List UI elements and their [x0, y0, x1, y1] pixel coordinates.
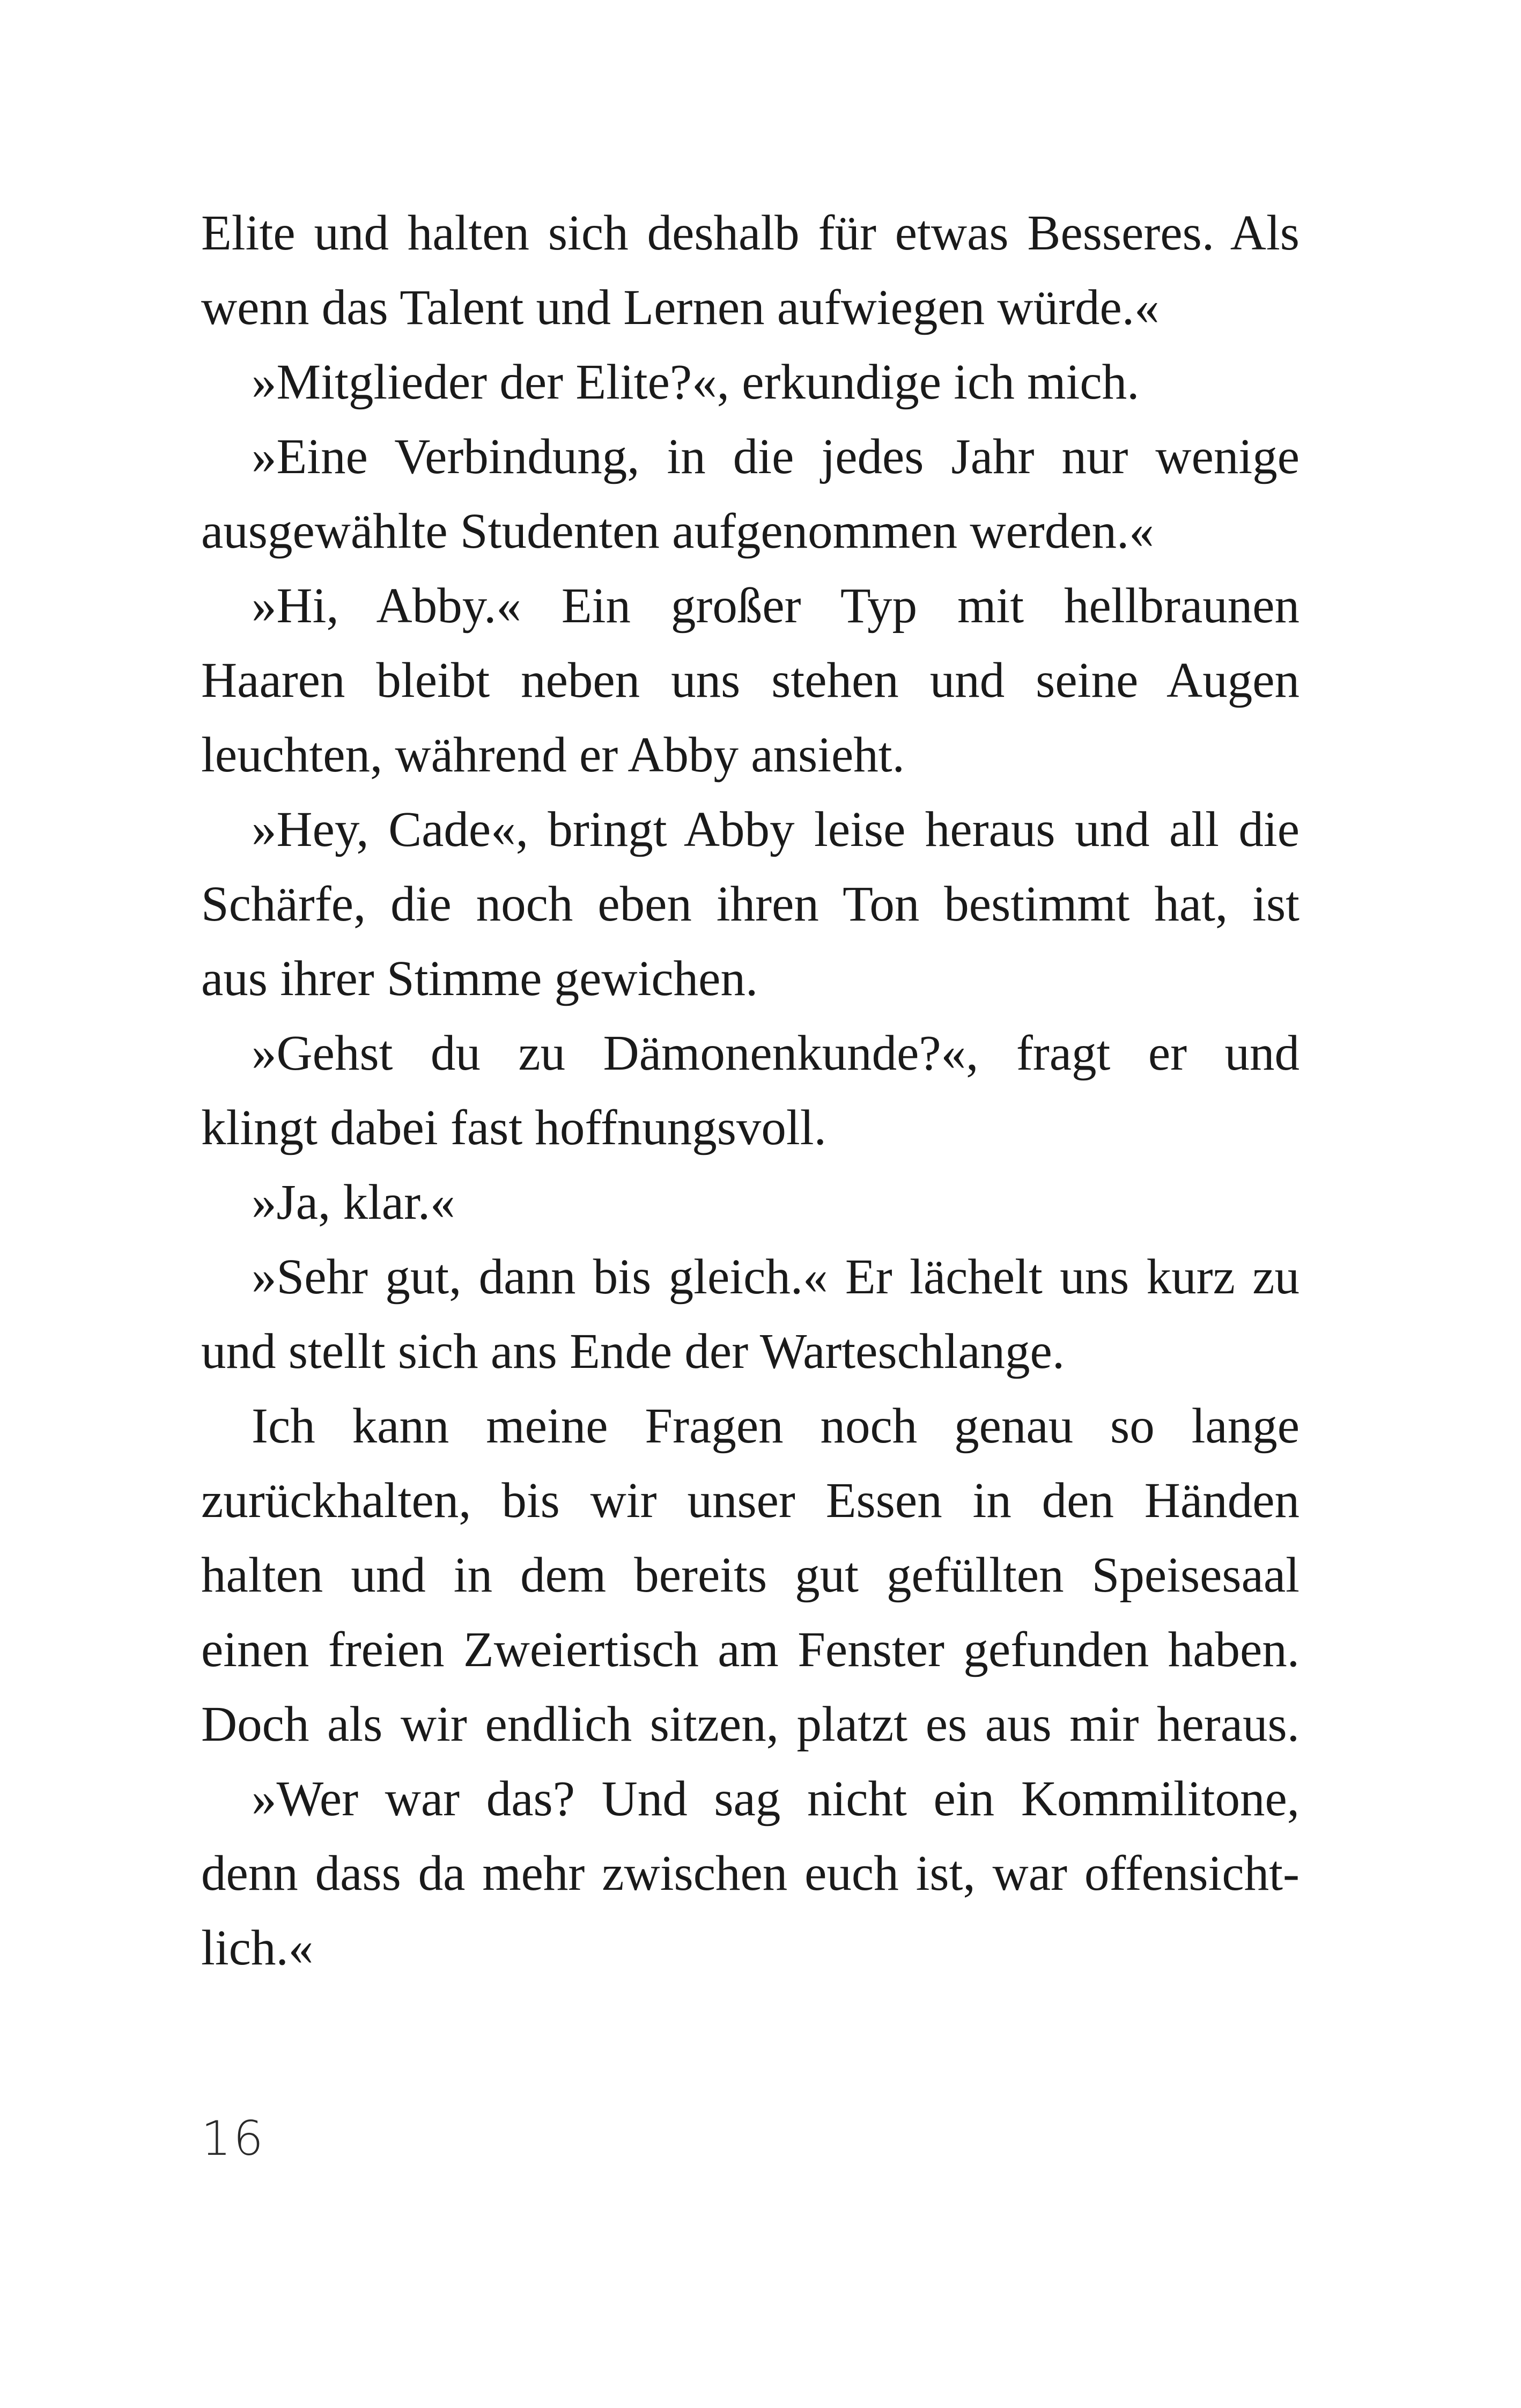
text-line: Schärfe, die noch eben ihren Ton bestimmt hat, ist [201, 877, 1300, 932]
text-line: »Ja, klar.« [252, 1175, 455, 1230]
text-line: »Wer war das? Und sag nicht ein Kommilitone, [252, 1771, 1300, 1827]
text-line: aus ihrer Stimme gewichen. [201, 951, 758, 1006]
text-line: »Eine Verbindung, in die jedes Jahr nur wenige [252, 429, 1300, 484]
text-line: denn dass da mehr zwischen euch ist, war offensicht- [201, 1846, 1300, 1901]
text-line: »Mitglieder der Elite?«, erkundige ich mich. [252, 355, 1140, 410]
text-line: wenn das Talent und Lernen aufwiegen würde.« [201, 280, 1160, 335]
text-line: »Gehst du zu Dämonenkunde?«, fragt er und [252, 1026, 1300, 1081]
text-line: leuchten, während er Abby ansieht. [201, 727, 905, 783]
text-line: ausgewählte Studenten aufgenommen werden.« [201, 504, 1154, 559]
text-line: Haaren bleibt neben uns stehen und seine Augen [201, 653, 1300, 708]
text-line: Elite und halten sich deshalb für etwas Besseres. Als [201, 205, 1300, 261]
text-line: und stellt sich ans Ende der Warteschlange. [201, 1324, 1065, 1379]
page-number: 16 [201, 2111, 265, 2166]
text-line: zurückhalten, bis wir unser Essen in den Händen [201, 1473, 1300, 1528]
text-line: halten und in dem bereits gut gefüllten Speisesaal [201, 1548, 1300, 1603]
text-line: »Hi, Abby.« Ein großer Typ mit hellbraunen [252, 578, 1300, 634]
text-line: lich.« [201, 1920, 314, 1976]
text-line: »Hey, Cade«, bringt Abby leise heraus und all die [252, 802, 1300, 857]
text-line: einen freien Zweiertisch am Fenster gefunden haben. [201, 1622, 1300, 1677]
text-line: Doch als wir endlich sitzen, platzt es aus mir heraus. [201, 1697, 1300, 1752]
text-line: Ich kann meine Fragen noch genau so lange [252, 1398, 1300, 1454]
text-line: »Sehr gut, dann bis gleich.« Er lächelt uns kurz zu [252, 1249, 1300, 1305]
body-text [201, 196, 1300, 1985]
text-line: klingt dabei fast hoffnungsvoll. [201, 1100, 826, 1155]
